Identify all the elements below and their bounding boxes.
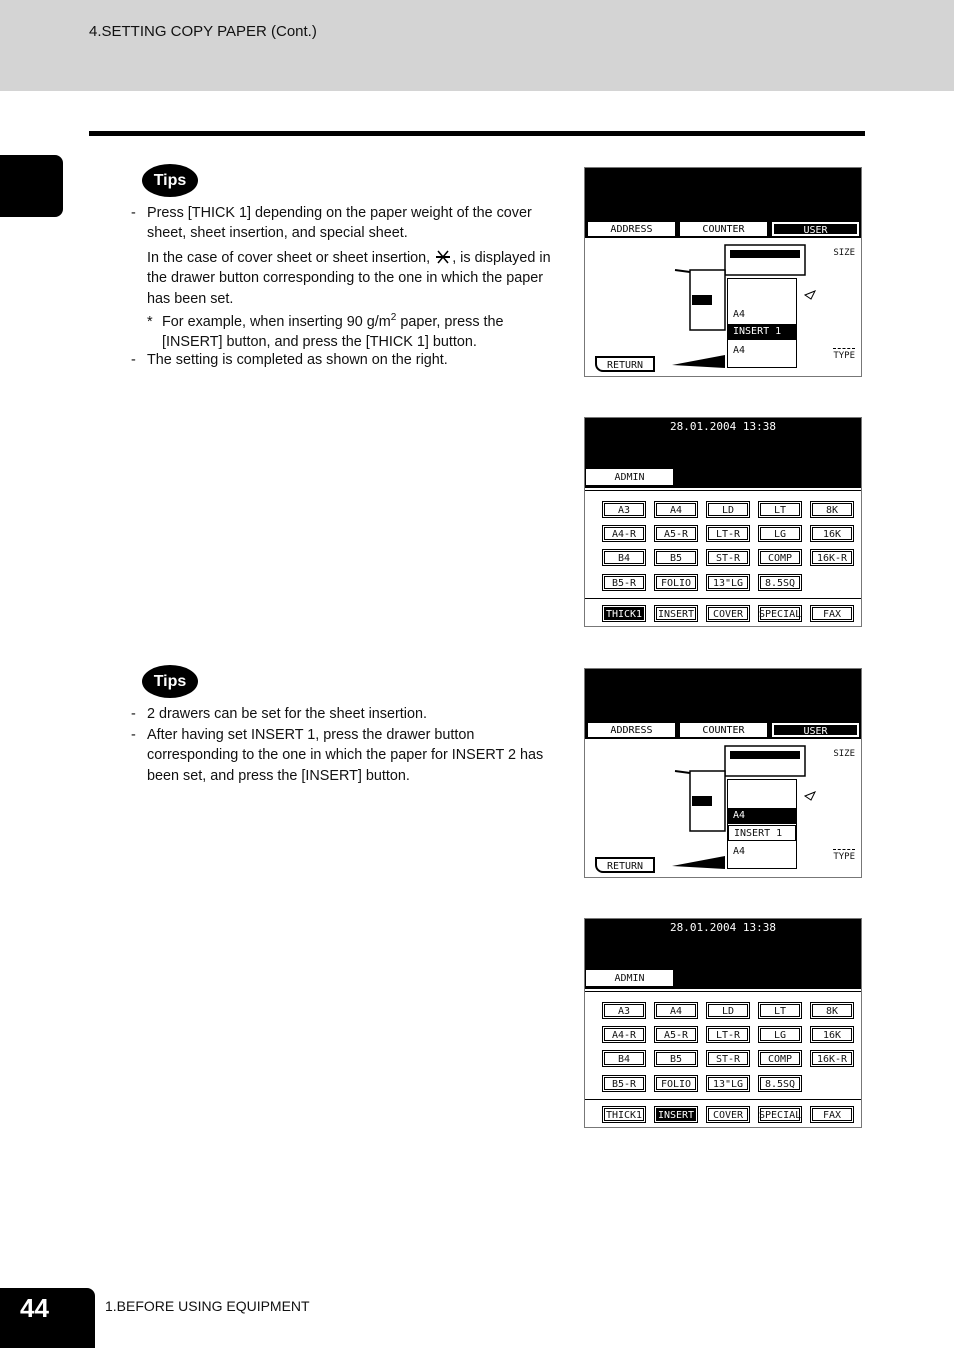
size-label: SIZE xyxy=(833,749,855,759)
type-fax-button[interactable]: FAX xyxy=(810,1106,854,1123)
size-13lg-button[interactable]: 13"LG xyxy=(706,1075,750,1092)
drawer-3[interactable]: A4 xyxy=(733,345,746,356)
tab-user[interactable]: USER xyxy=(772,222,859,236)
return-button[interactable]: RETURN xyxy=(595,356,655,372)
size-b5-button[interactable]: B5 xyxy=(654,1050,698,1067)
section-rule xyxy=(89,131,865,136)
size-16kr-button[interactable]: 16K-R xyxy=(810,549,854,566)
tab-user[interactable]: USER xyxy=(772,723,859,737)
paper-type-row xyxy=(585,598,861,627)
size-a5r-button[interactable]: A5-R xyxy=(654,525,698,542)
size-lt-button[interactable]: LT xyxy=(758,1002,802,1019)
drawer-3[interactable]: A4 xyxy=(733,846,746,857)
size-16k-button[interactable]: 16K xyxy=(810,1026,854,1043)
size-85sq-button[interactable]: 8.5SQ xyxy=(758,574,802,591)
size-str-button[interactable]: ST-R xyxy=(706,549,750,566)
size-comp-button[interactable]: COMP xyxy=(758,549,802,566)
size-a3-button[interactable]: A3 xyxy=(602,501,646,518)
size-str-button[interactable]: ST-R xyxy=(706,1050,750,1067)
size-85sq-button[interactable]: 8.5SQ xyxy=(758,1075,802,1092)
type-label: TYPE xyxy=(833,849,855,862)
insert-icon xyxy=(434,250,452,264)
tip-item: - After having set INSERT 1, press the drawer button corresponding to the one in which the paper for INSERT 2 has been set, and press the [INSERT] button. xyxy=(131,727,544,784)
tip-item: - The setting is completed as shown on the right. xyxy=(131,352,448,368)
paper-size-screen xyxy=(584,417,862,627)
size-a4r-button[interactable]: A4-R xyxy=(602,1026,646,1043)
size-lt-button[interactable]: LT xyxy=(758,501,802,518)
size-a3-button[interactable]: A3 xyxy=(602,1002,646,1019)
tip-subtext: In the case of cover sheet or sheet insertion, , is displayed in the drawer button corresponding to the one in which the paper has been set. xyxy=(147,250,551,307)
size-label: SIZE xyxy=(833,248,855,258)
drawer-2[interactable]: INSERT 1 xyxy=(728,324,796,340)
tip-note: * For example, when inserting 90 $g/m^2$ paper, press the [INSERT] button, and press the [THICK 1] button. xyxy=(147,312,504,351)
size-a4-button[interactable]: A4 xyxy=(654,501,698,518)
size-b4-button[interactable]: B4 xyxy=(602,549,646,566)
tips-badge: Tips xyxy=(142,164,198,197)
tips-badge: Tips xyxy=(142,665,198,698)
tip-item: - Press [THICK 1] depending on the paper weight of the cover sheet, sheet insertion, and special sheet. xyxy=(131,205,532,242)
size-16kr-button[interactable]: 16K-R xyxy=(810,1050,854,1067)
tab-counter[interactable]: COUNTER xyxy=(680,723,767,737)
type-fax-button[interactable]: FAX xyxy=(810,605,854,622)
drawer-list xyxy=(727,278,797,368)
paper-size-screen xyxy=(584,918,862,1128)
type-thick1-button[interactable]: THICK1 xyxy=(602,605,646,622)
type-label: TYPE xyxy=(833,348,855,361)
type-special-button[interactable]: SPECIAL xyxy=(758,1106,802,1123)
size-grid xyxy=(585,490,861,596)
type-thick1-button[interactable]: THICK1 xyxy=(602,1106,646,1123)
tip-text: The setting is completed as shown on the right. xyxy=(147,352,448,368)
datetime: 28.01.2004 13:38 xyxy=(670,420,776,433)
tip-text: Press [THICK 1] depending on the paper weight of the cover sheet, sheet insertion, and special sheet. xyxy=(147,205,532,242)
paper-type-row xyxy=(585,1099,861,1128)
return-button[interactable]: RETURN xyxy=(595,857,655,873)
copier-main-screen xyxy=(584,167,862,377)
drawer-2[interactable]: INSERT 1 xyxy=(728,825,796,841)
size-ltr-button[interactable]: LT-R xyxy=(706,1026,750,1043)
drawer-list xyxy=(727,779,797,869)
tab-counter[interactable]: COUNTER xyxy=(680,222,767,236)
header-title: 4.SETTING COPY PAPER (Cont.) xyxy=(89,23,317,40)
tip-text: After having set INSERT 1, press the drawer button corresponding to the one in which the paper for INSERT 2 has been set, and press the [INSERT] button. xyxy=(147,727,544,784)
type-cover-button[interactable]: COVER xyxy=(706,1106,750,1123)
size-lg-button[interactable]: LG xyxy=(758,525,802,542)
type-special-button[interactable]: SPECIAL xyxy=(758,605,802,622)
drawer-1[interactable]: A4 xyxy=(733,309,746,320)
type-insert-button[interactable]: INSERT xyxy=(654,1106,698,1123)
size-b4-button[interactable]: B4 xyxy=(602,1050,646,1067)
size-comp-button[interactable]: COMP xyxy=(758,1050,802,1067)
size-grid xyxy=(585,991,861,1097)
size-13lg-button[interactable]: 13"LG xyxy=(706,574,750,591)
admin-button[interactable]: ADMIN xyxy=(586,469,673,485)
size-folio-button[interactable]: FOLIO xyxy=(654,574,698,591)
size-a4r-button[interactable]: A4-R xyxy=(602,525,646,542)
size-a4-button[interactable]: A4 xyxy=(654,1002,698,1019)
size-b5-button[interactable]: B5 xyxy=(654,549,698,566)
type-insert-button[interactable]: INSERT xyxy=(654,605,698,622)
type-cover-button[interactable]: COVER xyxy=(706,605,750,622)
size-ltr-button[interactable]: LT-R xyxy=(706,525,750,542)
size-16k-button[interactable]: 16K xyxy=(810,525,854,542)
tip-item: - 2 drawers can be set for the sheet insertion. xyxy=(131,706,427,722)
chapter-title: 1.BEFORE USING EQUIPMENT xyxy=(105,1298,310,1314)
size-ld-button[interactable]: LD xyxy=(706,1002,750,1019)
tab-address[interactable]: ADDRESS xyxy=(588,723,675,737)
page-header xyxy=(0,0,954,91)
datetime: 28.01.2004 13:38 xyxy=(670,921,776,934)
admin-button[interactable]: ADMIN xyxy=(586,970,673,986)
size-a5r-button[interactable]: A5-R xyxy=(654,1026,698,1043)
size-lg-button[interactable]: LG xyxy=(758,1026,802,1043)
page-number: 44 xyxy=(20,1293,49,1323)
tab-address[interactable]: ADDRESS xyxy=(588,222,675,236)
copier-main-screen xyxy=(584,668,862,878)
size-folio-button[interactable]: FOLIO xyxy=(654,1075,698,1092)
chapter-tab xyxy=(0,155,63,217)
size-8k-button[interactable]: 8K xyxy=(810,501,854,518)
size-b5r-button[interactable]: B5-R xyxy=(602,574,646,591)
size-b5r-button[interactable]: B5-R xyxy=(602,1075,646,1092)
tip-text: 2 drawers can be set for the sheet insertion. xyxy=(147,706,427,722)
size-8k-button[interactable]: 8K xyxy=(810,1002,854,1019)
drawer-1[interactable]: A4 xyxy=(728,808,796,824)
size-ld-button[interactable]: LD xyxy=(706,501,750,518)
